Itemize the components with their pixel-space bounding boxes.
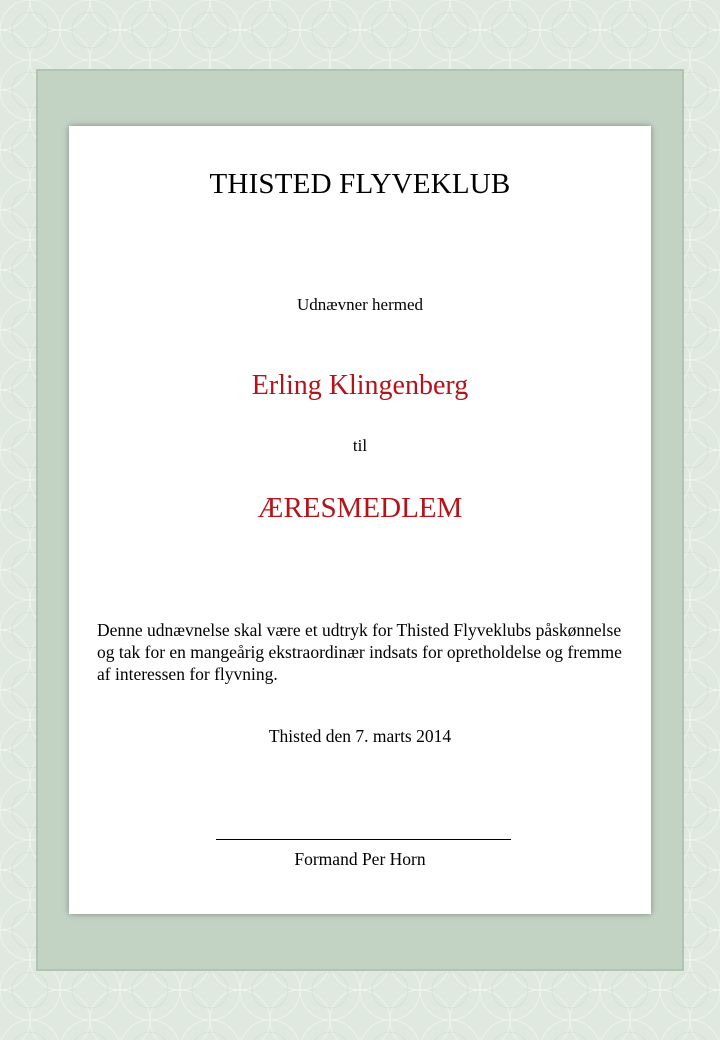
signature-line <box>216 839 511 840</box>
signer-name: Formand Per Horn <box>294 849 426 869</box>
recipient-name: Erling Klingenberg <box>251 370 469 401</box>
club-name-heading: THISTED FLYVEKLUB <box>209 168 511 200</box>
connector-text: til <box>352 436 368 455</box>
certificate-body-text: Denne udnævnelse skal være et udtryk for Thisted Flyveklubs påskønnelse og tak for en mangeårig ekstraordinær indsats for opretholdelse og fremme af interessen for flyvning. <box>97 620 622 684</box>
date-line: Thisted den 7. marts 2014 <box>268 726 452 746</box>
certificate-paper <box>69 126 651 914</box>
honor-title: ÆRESMEDLEM <box>257 492 463 524</box>
appoint-text: Udnævner hermed <box>296 295 424 314</box>
